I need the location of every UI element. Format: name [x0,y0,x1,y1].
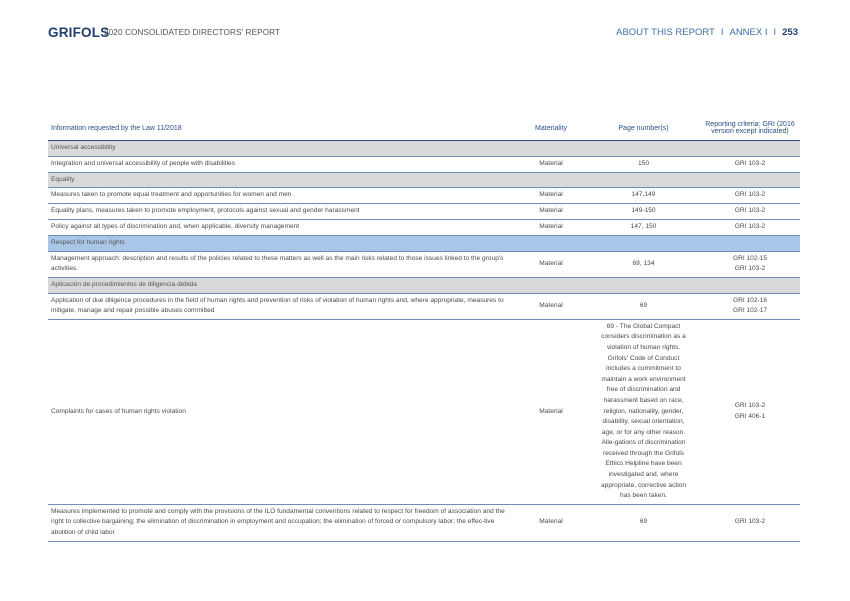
table-row [48,504,800,541]
row-pages: 147, 150 [587,220,700,236]
section-row [48,277,800,293]
table-row [48,204,800,220]
row-criteria: GRI 102-15 GRI 103-2 [700,251,800,277]
row-info: Complaints for cases of human rights violation [48,319,515,504]
row-pages: 69, 134 [587,251,700,277]
row-criteria: GRI 103-2 [700,156,800,172]
row-materiality: Material [515,293,587,319]
table-row [48,319,800,504]
row-info: Equality plans, measures taken to promote employment, protocols against sexual and gender harassment [48,204,515,220]
row-info: Policy against all types of discrimination and, when applicable, diversity management [48,220,515,236]
table-row [48,293,800,319]
row-criteria: GRI 103-2 [700,220,800,236]
row-info: Application of due diligence procedures in the field of human rights and prevention of risks of violation of human rights and, where appropriate, measures to mitigate, manage and repair possible abuses committed [48,293,515,319]
section-title: Aplicación de procedimientos de diligencia debida [48,277,800,293]
table-row [48,156,800,172]
row-pages: 147,149 [587,188,700,204]
section-title: Equality [48,172,800,188]
row-pages: 69 [587,293,700,319]
section-row [48,172,800,188]
document-title: 2020 CONSOLIDATED DIRECTORS' REPORT [104,28,281,37]
row-criteria: GRI 103-2 [700,188,800,204]
row-criteria: GRI 103-2 [700,504,800,541]
row-materiality: Material [515,204,587,220]
row-info: Measures implemented to promote and comply with the provisions of the ILO fundamental conventions related to respect for freedom of association and the right to collective bargaining; the elimination of discrimination in employment and occupation; the elimination of forced or compulsory labor; the effec-tive abolition of child labor [48,504,515,541]
nav-about-this-report[interactable]: ABOUT THIS REPORT [616,27,715,38]
column-header-information: Information requested by the Law 11/2018 [48,116,515,141]
row-criteria: GRI 103-2 [700,204,800,220]
row-pages: 69 - The Global Compact considers discrimination as a violation of human rights. Grifols' Code of Conduct includes a commitment to maintain a work environment free of discrimination and harassment based on race, religion, nationality, gender, disability, sexual orientation, age, or for any other reason. Alle-gations of discrimination received through the Grifols Ethics Helpline have been investigated and, where appropriate, corrective action has been taken. [587,319,700,504]
gri-index-table [48,116,800,542]
nav-separator: I [720,27,724,38]
table-row [48,251,800,277]
row-materiality: Material [515,319,587,504]
section-row [48,141,800,157]
column-header-materiality: Materiality [515,116,587,141]
row-pages: 150 [587,156,700,172]
row-info: Management approach: description and results of the policies related to these matters as well as the main risks related to those issues linked to the group's activities. [48,251,515,277]
row-materiality: Material [515,251,587,277]
row-materiality: Material [515,504,587,541]
column-header-page-numbers: Page number(s) [587,116,700,141]
row-criteria: GRI 102-16 GRI 102-17 [700,293,800,319]
row-materiality: Material [515,156,587,172]
grifols-logo: GRIFOLS [48,25,110,40]
table-header-row [48,116,800,141]
row-materiality: Material [515,188,587,204]
row-pages: 149-150 [587,204,700,220]
header-navigation [616,27,798,38]
row-info: Measures taken to promote equal treatment and opportunities for women and men [48,188,515,204]
row-pages: 69 [587,504,700,541]
row-info: Integration and universal accessibility of people with disabilities [48,156,515,172]
row-criteria: GRI 103-2 GRI 406-1 [700,319,800,504]
page-header [0,0,850,50]
column-header-reporting-criteria: Reporting criteria: GRI (2016 version except indicated) [700,116,800,141]
section-row [48,236,800,252]
section-title: Universal accessibility [48,141,800,157]
table-row [48,188,800,204]
nav-separator: I [773,27,777,38]
page-number: 253 [782,27,798,38]
section-title: Respect for human rights [48,236,800,252]
nav-annex[interactable]: ANNEX I [729,27,768,38]
table-row [48,220,800,236]
row-materiality: Material [515,220,587,236]
